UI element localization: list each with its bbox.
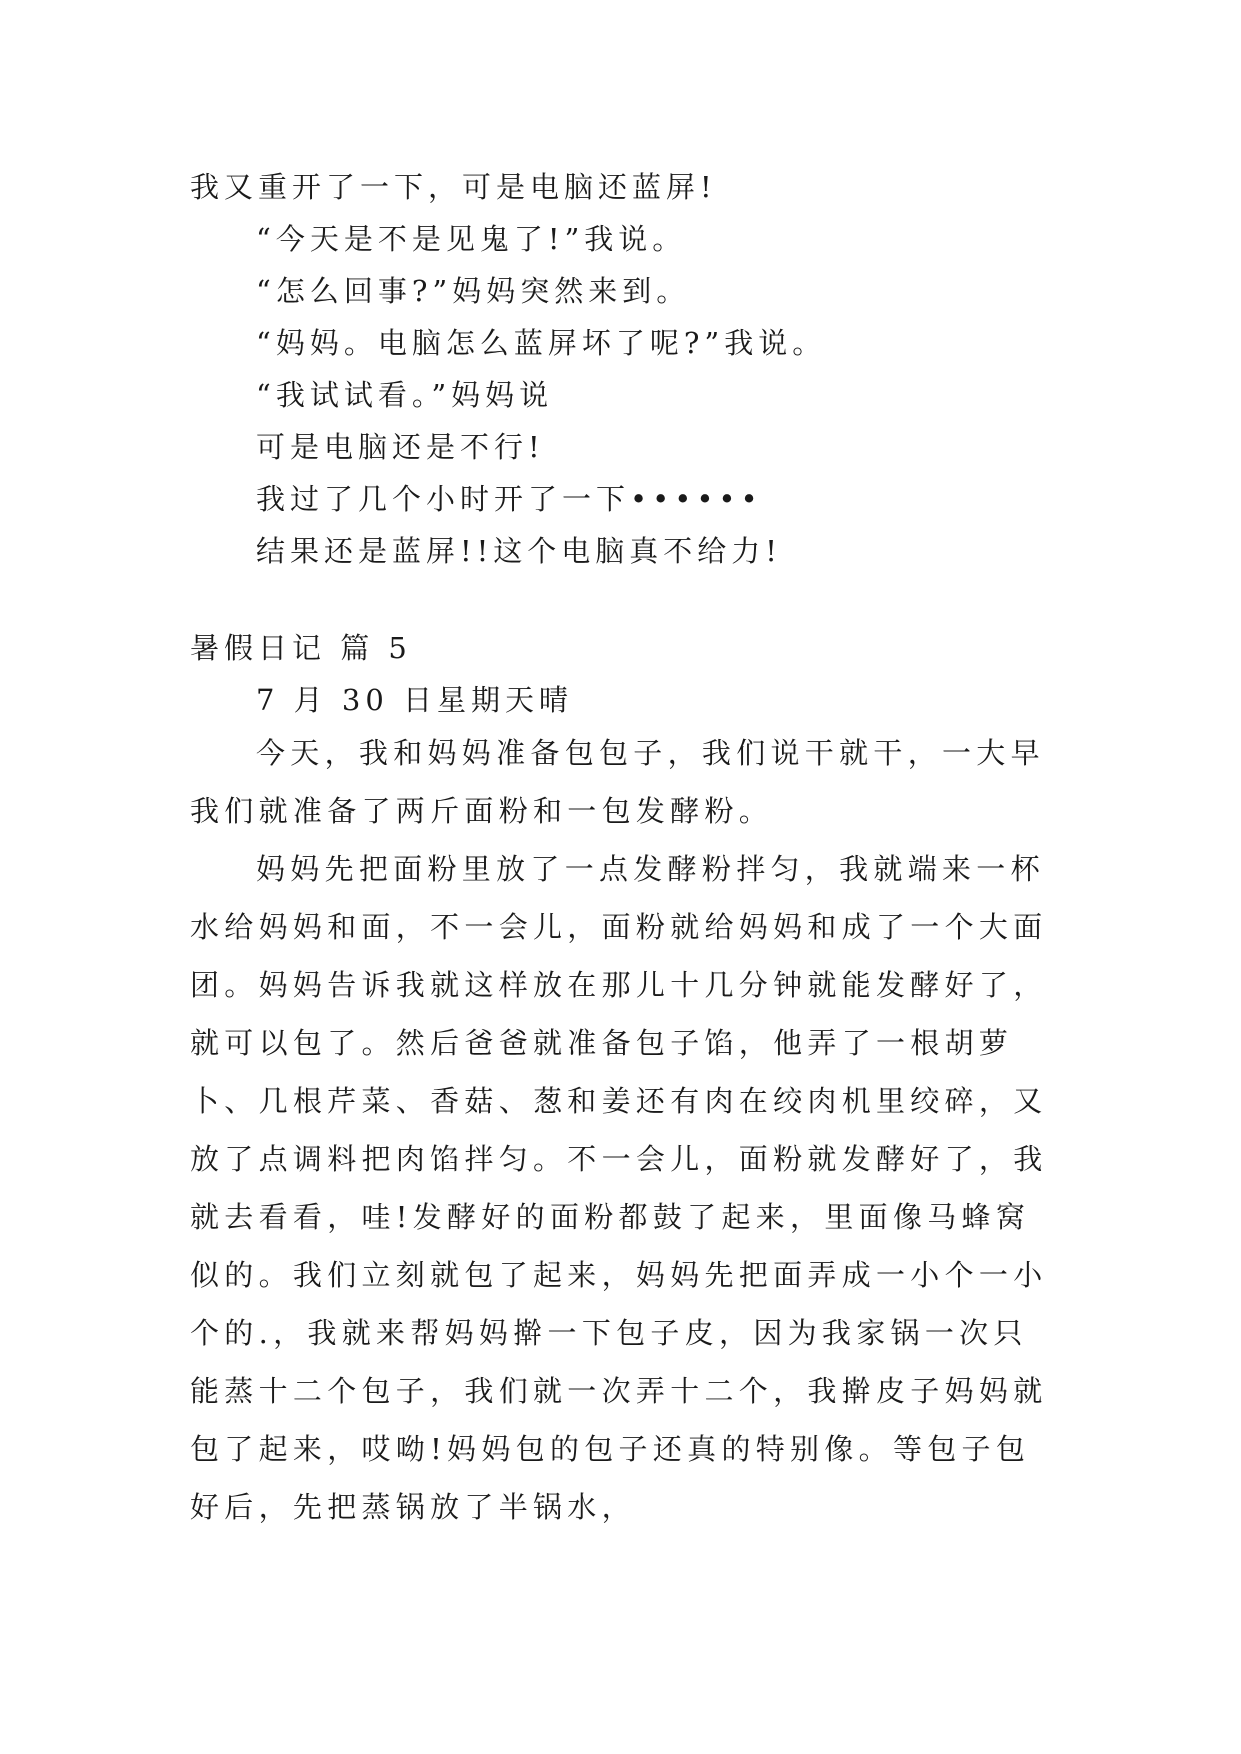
paragraph-2 [190, 840, 1060, 1536]
section-title: 暑假日记 篇 5 [190, 631, 412, 665]
paragraph-1-text: 今天，我和妈妈准备包包子，我们说干就干，一大早我们就准备了两斤面粉和一包发酵粉。 [190, 736, 1045, 828]
paragraph-2-text: 妈妈先把面粉里放了一点发酵粉拌匀，我就端来一杯水给妈妈和面，不一会儿，面粉就给妈妈和成了一个大面团。妈妈告诉我就这样放在那儿十几分钟就能发酵好了，就可以包了。然后爸爸就准备包子馅，他弄了一根胡萝卜、几根芹菜、香菇、葱和姜还有肉在绞肉机里绞碎，又放了点调料把肉馅拌匀。不一会儿，面粉就发酵好了，我就去看看，哇!发酵好的面粉都鼓了起来，里面像马蜂窝似的。我们立刻就包了起来，妈妈先把面弄成一小个一小个的.，我就来帮妈妈擀一下包子皮，因为我家锅一次只能蒸十二个包子，我们就一次弄十二个，我擀皮子妈妈就包了起来，哎呦!妈妈包的包子还真的特别像。等包子包好后，先把蒸锅放了半锅水， [190, 852, 1048, 1524]
text-line-6: 可是电脑还是不行! [256, 430, 545, 464]
text-line-7: 我过了几个小时开了一下•••••• [256, 482, 763, 516]
body-text [190, 724, 1060, 1536]
text-line-5: “我试试看。”妈妈说 [256, 378, 554, 412]
text-line-8: 结果还是蓝屏!!这个电脑真不给力! [256, 534, 782, 568]
text-line-3: “怎么回事?”妈妈突然来到。 [256, 274, 691, 308]
text-line-4: “妈妈。电脑怎么蓝屏坏了呢?”我说。 [256, 326, 827, 360]
date-line: 7 月 30 日星期天晴 [256, 683, 574, 717]
paragraph-1 [190, 724, 1060, 840]
text-line-2: “今天是不是见鬼了!”我说。 [256, 222, 687, 256]
text-line-1: 我又重开了一下，可是电脑还蓝屏! [190, 170, 717, 204]
